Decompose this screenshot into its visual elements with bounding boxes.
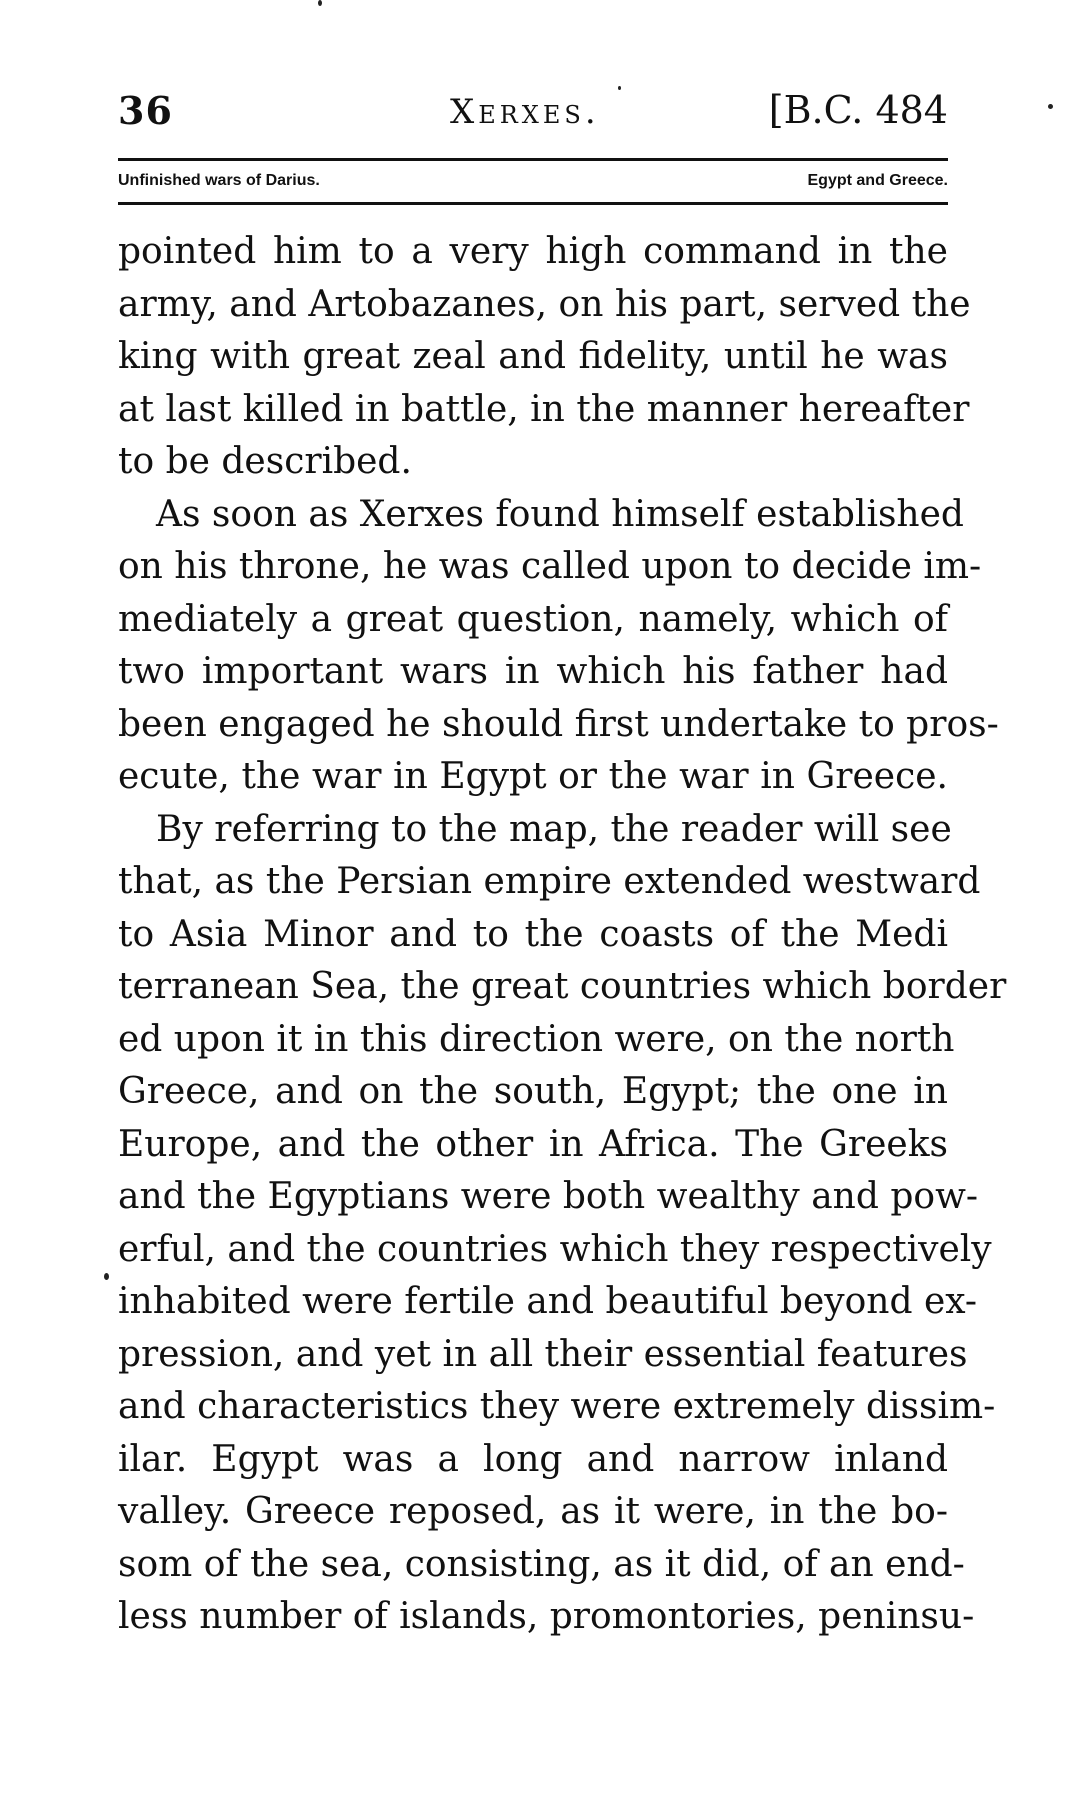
text-line: inhabited were fertile and beautiful beyond ex- xyxy=(118,1281,978,1322)
text-line: army, and Artobazanes, on his part, served the xyxy=(118,283,971,325)
text-line: ecute, the war in Egypt or the war in Greece. xyxy=(118,756,948,797)
running-head xyxy=(118,88,948,148)
print-speck xyxy=(318,0,322,6)
text-line: to be described. xyxy=(118,441,412,482)
text-line: at last killed in battle, in the manner hereafter xyxy=(118,388,970,430)
book-title: Xerxes. xyxy=(450,92,600,132)
print-speck xyxy=(618,86,621,90)
text-line: been engaged he should first undertake to pros- xyxy=(118,703,999,745)
text-line: king with great zeal and fidelity, until he was xyxy=(118,336,948,377)
subheads xyxy=(118,172,948,196)
text-line: som of the sea, consisting, as it did, of an end- xyxy=(118,1543,965,1585)
subhead-right: Egypt and Greece. xyxy=(807,172,948,189)
text-line: terranean Sea, the great countries which border xyxy=(118,966,1007,1007)
date-marker: [B.C. 484 xyxy=(768,88,948,132)
text-line: less number of islands, promontories, peninsu- xyxy=(118,1596,975,1637)
subhead-left: Unfinished wars of Darius. xyxy=(118,172,320,189)
body-text xyxy=(118,226,1007,1644)
text-line: Greece, and on the south, Egypt; the one in xyxy=(118,1071,948,1112)
print-speck xyxy=(104,1273,109,1280)
text-line: valley. Greece reposed, as it were, in the bo- xyxy=(118,1491,948,1532)
text-line: pression, and yet in all their essential features xyxy=(118,1333,968,1375)
page-number: 36 xyxy=(118,88,173,133)
text-line: Europe, and the other in Africa. The Greeks xyxy=(118,1123,948,1165)
header-rule-top xyxy=(118,158,948,161)
text-line: ilar. Egypt was a long and narrow inland xyxy=(118,1438,948,1480)
text-line: and characteristics they were extremely dissim- xyxy=(118,1386,996,1427)
text-line: that, as the Persian empire extended westward xyxy=(118,861,981,902)
text-line: pointed him to a very high command in the xyxy=(118,231,948,272)
print-speck xyxy=(1048,104,1053,109)
text-line: ed upon it in this direction were, on the north xyxy=(118,1018,955,1060)
text-line: By referring to the map, the reader will see xyxy=(156,808,952,850)
text-line: two important wars in which his father had xyxy=(118,651,948,692)
header-rule-bottom xyxy=(118,202,948,205)
text-line: and the Egyptians were both wealthy and pow- xyxy=(118,1176,979,1217)
text-line: to Asia Minor and to the coasts of the Medi xyxy=(118,913,948,955)
text-line: on his throne, he was called upon to decide im- xyxy=(118,546,982,587)
text-line: mediately a great question, namely, which of xyxy=(118,598,948,640)
text-line: As soon as Xerxes found himself established xyxy=(156,493,964,535)
text-line: erful, and the countries which they respectively xyxy=(118,1228,992,1270)
